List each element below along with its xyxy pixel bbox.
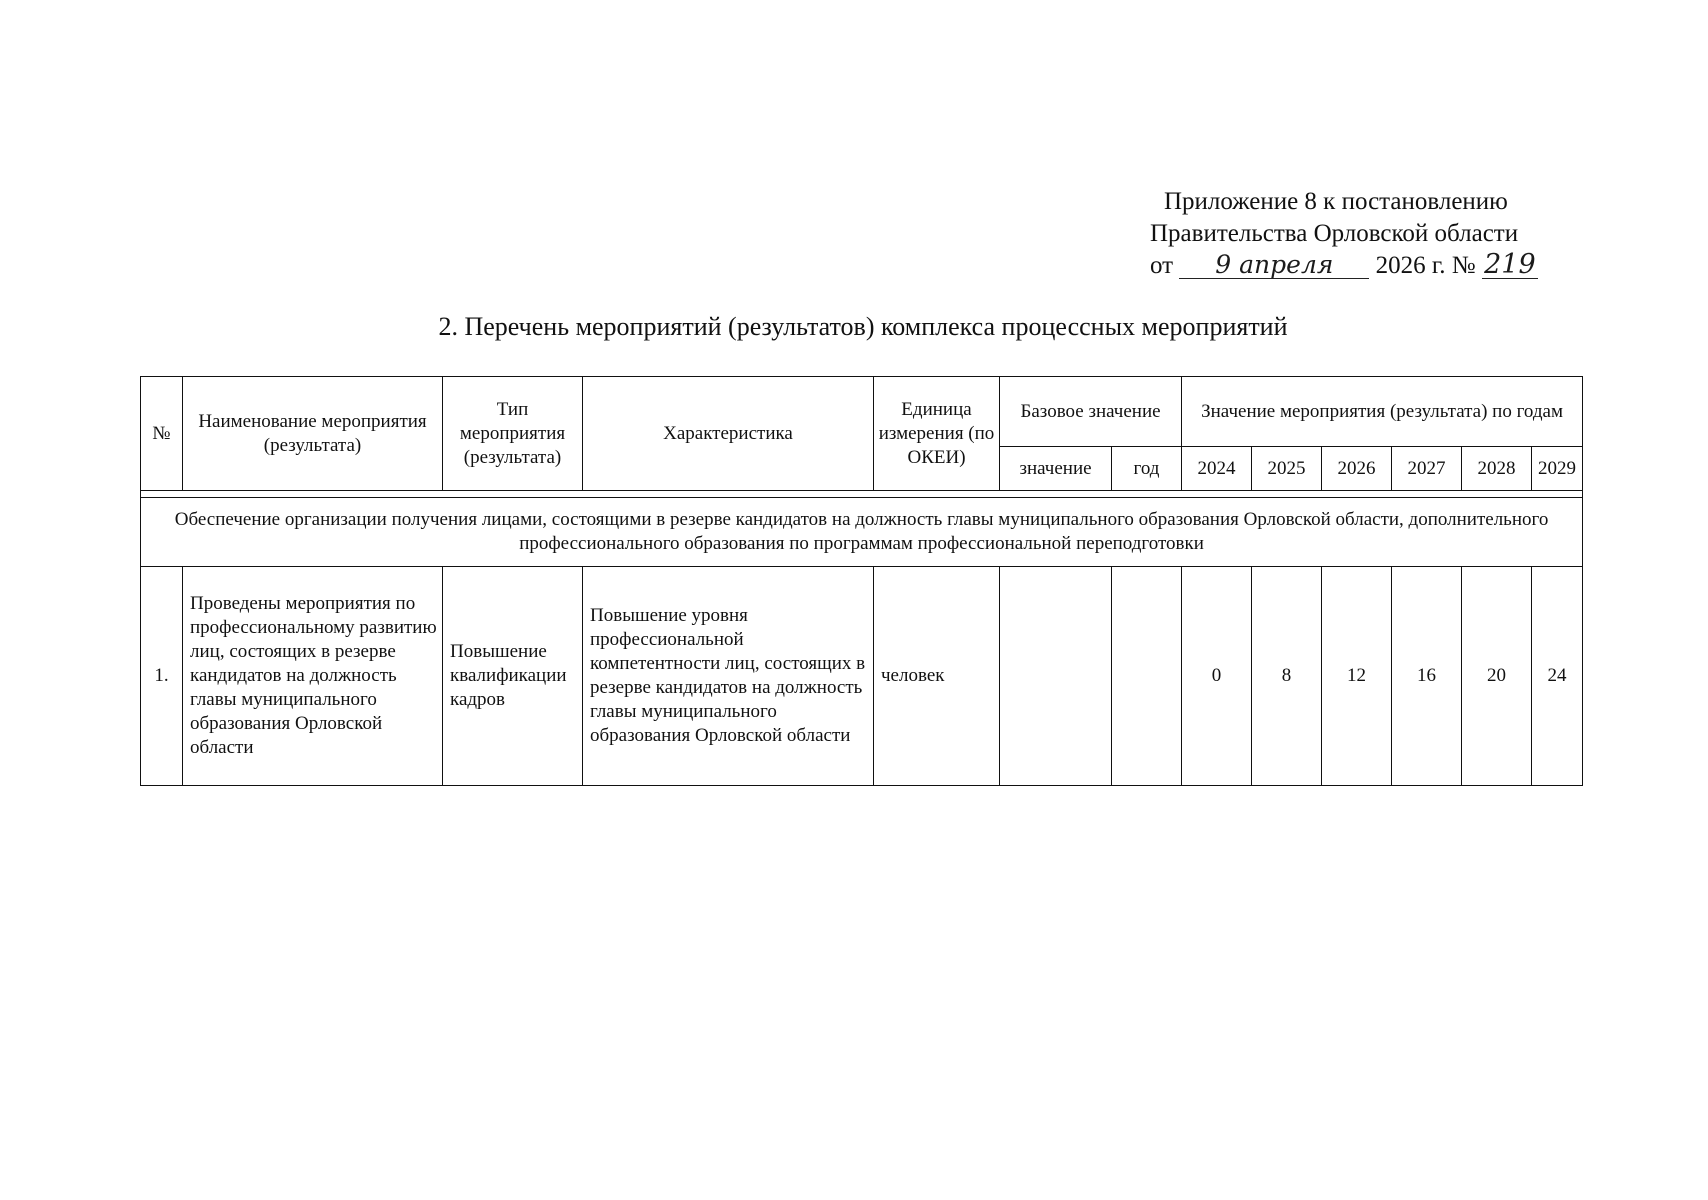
header-name: Наименование мероприятия (результата) xyxy=(183,377,443,491)
document-title: 2. Перечень мероприятий (результатов) комплекса процессных мероприятий xyxy=(438,312,1288,341)
header-base-value: Базовое значение xyxy=(1000,377,1182,447)
header-by-years: Значение мероприятия (результата) по годам xyxy=(1182,377,1583,447)
header-type: Тип мероприятия (результата) xyxy=(443,377,583,491)
row-value-2027: 16 xyxy=(1392,567,1462,786)
header-base-year-sub: год xyxy=(1112,447,1182,491)
section-gap xyxy=(141,491,1583,498)
appendix-header xyxy=(1150,186,1570,282)
measures-table xyxy=(140,376,1583,786)
row-name: Проведены мероприятия по профессиональному развитию лиц, состоящих в резерве кандидатов на должность главы муниципального образования Орловской области xyxy=(183,567,443,786)
appendix-prefix: от xyxy=(1150,252,1174,279)
section-title: Обеспечение организации получения лицами, состоящими в резерве кандидатов на должность главы муниципального образования Орловской области, дополнительного профессионального образования по программам профессиональной переподготовки xyxy=(141,498,1583,567)
header-base-value-sub: значение xyxy=(1000,447,1112,491)
row-value-2029: 24 xyxy=(1532,567,1583,786)
appendix-year: 2026 г. № xyxy=(1375,252,1476,279)
header-year-2028: 2028 xyxy=(1462,447,1532,491)
header-year-2027: 2027 xyxy=(1392,447,1462,491)
header-unit: Единица измерения (по ОКЕИ) xyxy=(874,377,1000,491)
row-characteristic: Повышение уровня профессиональной компетентности лиц, состоящих в резерве кандидатов на должность главы муниципального образования Орловской области xyxy=(583,567,874,786)
header-year-2024: 2024 xyxy=(1182,447,1252,491)
row-no: 1. xyxy=(141,567,183,786)
handwritten-date: 9 апреля xyxy=(1179,252,1369,279)
header-no: № xyxy=(141,377,183,491)
appendix-line-1: Приложение 8 к постановлению xyxy=(1164,188,1508,215)
row-type: Повышение квалификации кадров xyxy=(443,567,583,786)
row-value-2028: 20 xyxy=(1462,567,1532,786)
row-value-2026: 12 xyxy=(1322,567,1392,786)
row-base-value xyxy=(1000,567,1112,786)
handwritten-number: 219 xyxy=(1482,252,1538,279)
row-value-2024: 0 xyxy=(1182,567,1252,786)
appendix-line-2: Правительства Орловской области xyxy=(1150,220,1519,247)
header-year-2029: 2029 xyxy=(1532,447,1583,491)
header-year-2026: 2026 xyxy=(1322,447,1392,491)
row-base-year xyxy=(1112,567,1182,786)
row-value-2025: 8 xyxy=(1252,567,1322,786)
row-unit: человек xyxy=(874,567,1000,786)
header-characteristic: Характеристика xyxy=(583,377,874,491)
table-row xyxy=(141,567,1583,786)
header-year-2025: 2025 xyxy=(1252,447,1322,491)
appendix-line-3 xyxy=(1150,250,1570,282)
